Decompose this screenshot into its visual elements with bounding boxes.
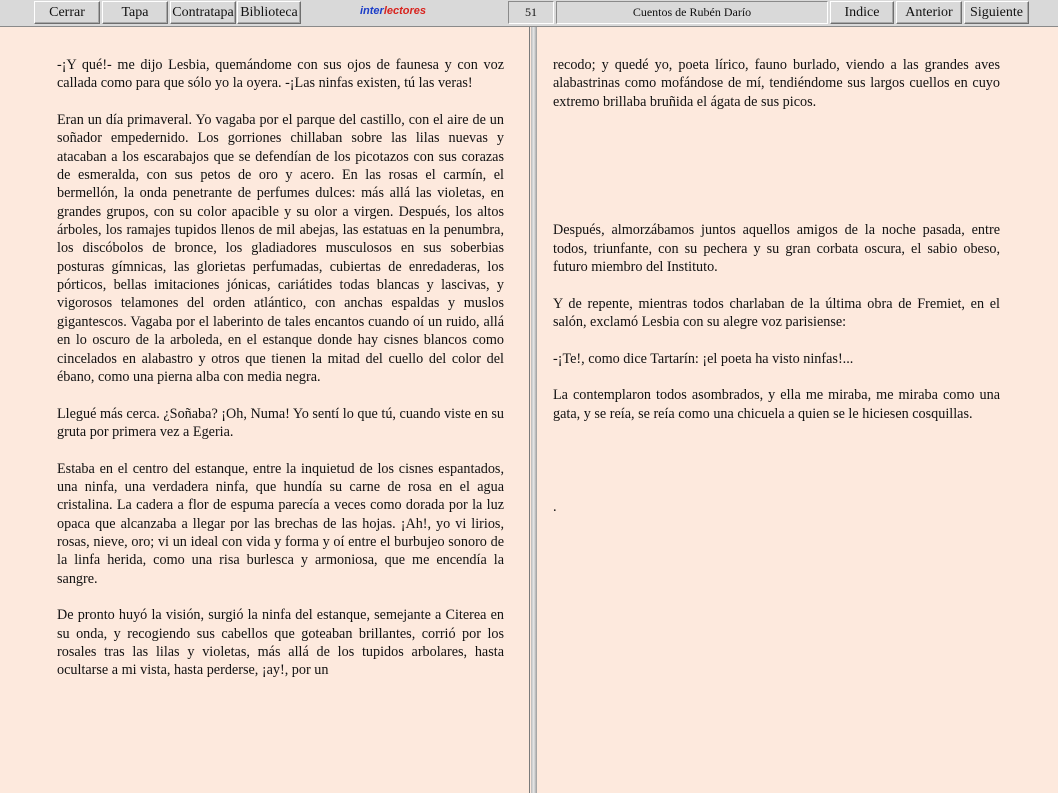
paragraph: -¡Y qué!- me dijo Lesbia, quemándome con sus ojos de faunesa y con voz callada como para que sólo yo la oyera. -¡Las ninfas existen, tú las veras!: [57, 57, 504, 92]
paragraph: Estaba en el centro del estanque, entre la inquietud de los cisnes espantados, una ninfa, una verdadera ninfa, que hundía su carne de rosa en el agua cristalina. La cadera a flor de espuma parecía a veces como dorada por la luz opaca que alcanzaba a llegar por las brechas de las hojas. ¡Ah!, yo vi lirios, rosas, nieve, oro; vi un ideal con vida y forma y oí entre el burbujeo sonoro de la linfa herida, como una risa burlesca y armoniosa, que me encendía la sangre.: [57, 460, 504, 587]
right-page-text: [553, 56, 1000, 534]
paragraph: Y de repente, mientras todos charlaban de la última obra de Fremiet, en el salón, exclamó Lesbia con su alegre voz parisiense:: [553, 295, 1000, 331]
right-page: [537, 27, 1058, 793]
biblioteca-button[interactable]: Biblioteca: [237, 1, 301, 24]
cerrar-button[interactable]: Cerrar: [34, 1, 100, 24]
paragraph: La contemplaron todos asombrados, y ella me miraba, me miraba como una gata, y se reía, se reía como una chicuela a quien se le hiciesen cosquillas.: [553, 387, 1000, 422]
paragraph: -¡Te!, como dice Tartarín: ¡el poeta ha visto ninfas!...: [553, 350, 854, 367]
paragraph: De pronto huyó la visión, surgió la ninfa del estanque, semejante a Citerea en su onda, y recogiendo sus cabellos que goteaban brillantes, corrió por los rosales tras las lilas y violetas, más allá de los tupidos arbolares, hasta ocultarse a mi vista, hasta perderse, ¡ay!, por un: [57, 607, 504, 679]
paragraph: recodo; y quedé yo, poeta lírico, fauno burlado, viendo a las grandes aves alabastrinas como mofándose de mí, tendiéndome sus largos cuellos en cuyo extremo brillaba bruñida el ágata de sus picos.: [553, 57, 1000, 110]
page-number: 51: [508, 1, 554, 24]
paragraph: Eran un día primaveral. Yo vagaba por el parque del castillo, con el aire de un soñador empedernido. Los gorriones chillaban sobre las lilas nuevas y atacaban a los escarabajos que se defendían de los picotazos con sus corazas de esmeralda, con sus petos de oro y acero. En las rosas el carmín, el bermellón, la onda penetrante de perfumes dulces: más allá las violetas, en grandes grupos, con su color apacible y su olor a virgen. Después, los altos árboles, los ramajes tupidos llenos de mil abejas, las estatuas en la penumbra, los discóbolos de bronce, los gladiadores musculosos en sus soberbias posturas gímnicas, las glorietas perfumadas, cubiertas de enredaderas, los pórticos, bellas imitaciones jónicas, cariátides todas blancas y lascivas, y vigorosos telamones del orden atlántico, con anchas espaldas y muslos gigantescos. Vagaba por el laberinto de tales encantos cuando oí un ruido, allá en lo oscuro de la arboleda, en el estanque donde hay cisnes blancos como cincelados en alabastro y otros que tienen la mitad del cuello del color del ébano, como una pierna alba con media negra.: [57, 112, 504, 385]
brand-inter: inter: [359, 5, 384, 17]
paragraph: Llegué más cerca. ¿Soñaba? ¡Oh, Numa! Yo sentí lo que tú, cuando viste en su gruta por primera vez a Egeria.: [57, 405, 504, 440]
end-mark: .: [553, 498, 557, 515]
toolbar: [0, 0, 1058, 27]
anterior-button[interactable]: Anterior: [896, 1, 962, 24]
brand-logo: [303, 1, 483, 24]
siguiente-button[interactable]: Siguiente: [964, 1, 1029, 24]
brand-lectores: lectores: [383, 5, 427, 17]
left-page-text: [57, 56, 504, 698]
blank-space: [553, 129, 1000, 221]
indice-button[interactable]: Indice: [830, 1, 894, 24]
left-page: [0, 27, 530, 793]
paragraph: Después, almorzábamos juntos aquellos amigos de la noche pasada, entre todos, triunfante, con su pechera y su gran corbata oscura, el sabio obeso, futuro miembro del Instituto.: [553, 222, 1000, 276]
contratapa-button[interactable]: Contratapa: [170, 1, 236, 24]
book-title: Cuentos de Rubén Darío: [556, 1, 828, 24]
tapa-button[interactable]: Tapa: [102, 1, 168, 24]
blank-space: [553, 442, 1000, 498]
